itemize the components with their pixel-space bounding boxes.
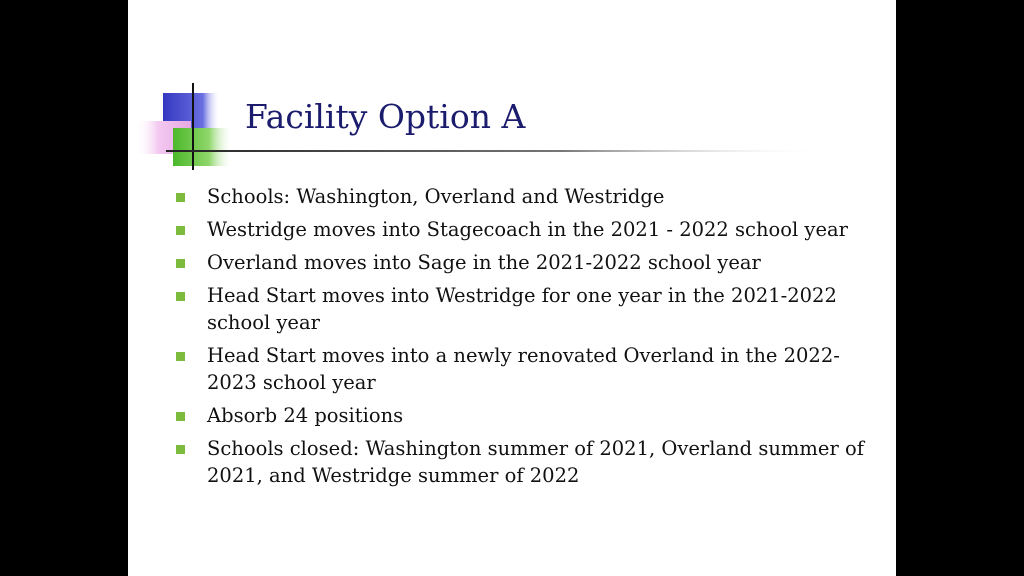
square-bullet-icon (176, 193, 185, 202)
slide (128, 0, 896, 576)
square-bullet-icon (176, 292, 185, 301)
bullet-text: Overland moves into Sage in the 2021-2022 school year (207, 251, 761, 274)
bullet-item (176, 282, 876, 336)
horizontal-rule (166, 150, 826, 152)
square-bullet-icon (176, 352, 185, 361)
slide-title: Facility Option A (245, 97, 526, 136)
bullet-item (176, 402, 876, 429)
bullet-item (176, 216, 876, 243)
bullet-text: Head Start moves into Westridge for one year in the 2021-2022 school year (207, 284, 837, 334)
square-bullet-icon (176, 259, 185, 268)
square-bullet-icon (176, 445, 185, 454)
bullet-text: Schools closed: Washington summer of 2021, Overland summer of 2021, and Westridge summer of 2022 (207, 437, 864, 487)
bullet-item (176, 183, 876, 210)
square-bullet-icon (176, 226, 185, 235)
bullet-text: Schools: Washington, Overland and Westridge (207, 185, 665, 208)
bullet-item (176, 342, 876, 396)
bullet-text: Absorb 24 positions (207, 404, 404, 427)
bullet-item (176, 249, 876, 276)
bullet-text: Westridge moves into Stagecoach in the 2021 - 2022 school year (207, 218, 848, 241)
square-bullet-icon (176, 412, 185, 421)
bullet-list (176, 183, 876, 495)
green-square-shape (173, 128, 233, 166)
bullet-item (176, 435, 876, 489)
bullet-text: Head Start moves into a newly renovated Overland in the 2022-2023 school year (207, 344, 840, 394)
